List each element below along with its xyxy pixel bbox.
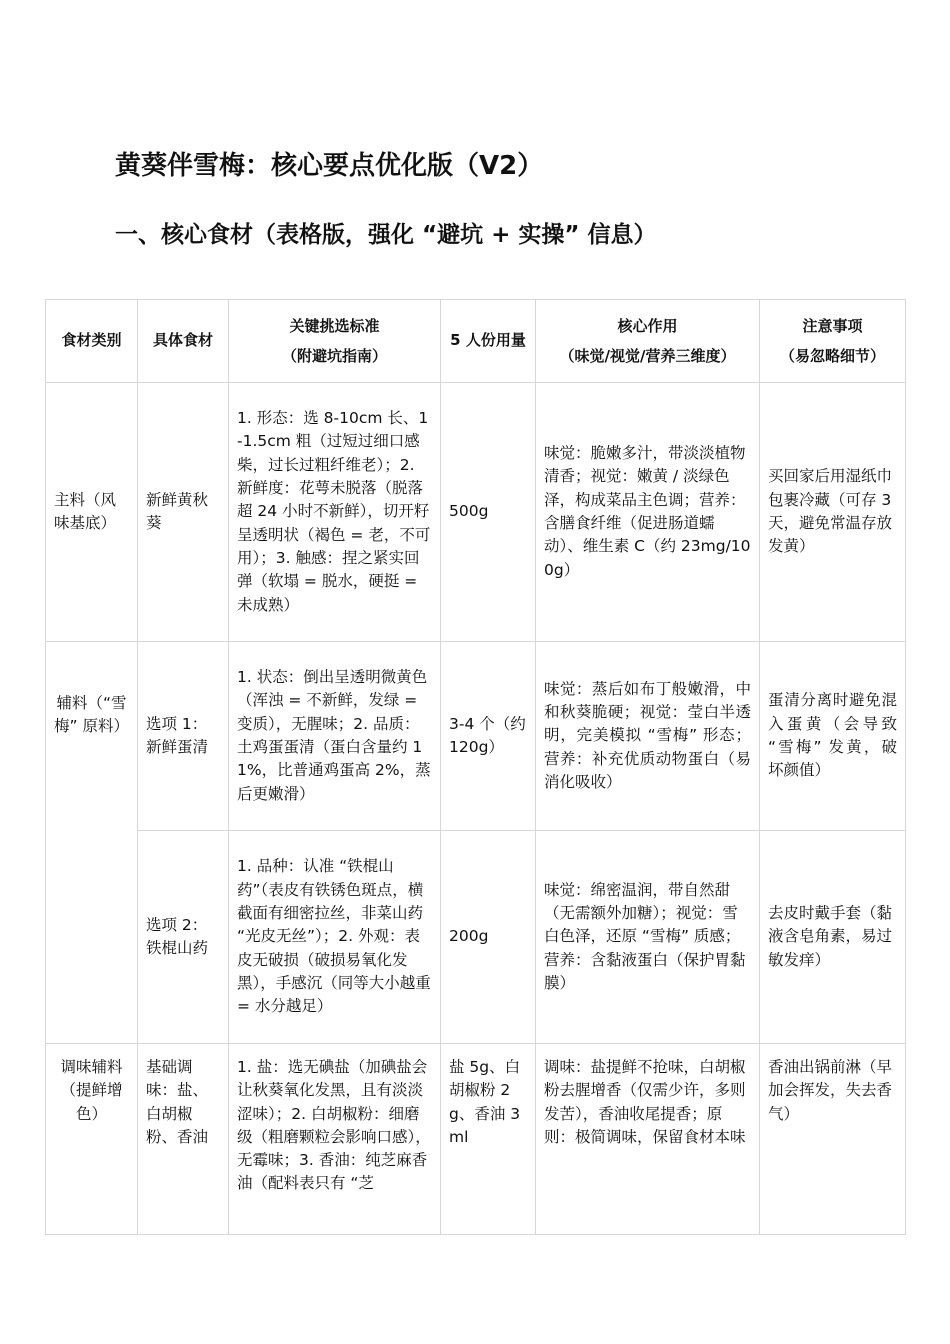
header-amount-label: 5 人份用量 [450, 331, 526, 350]
role-cell: 味觉：绵密温润，带自然甜（无需额外加糖）；视觉：雪白色泽，还原 “雪梅” 质感；营养：含黏液蛋白（保护胃黏膜） [536, 831, 760, 1044]
header-selection-sublabel: （附避坑指南） [281, 347, 387, 365]
amount-cell: 200g [441, 831, 536, 1044]
table-row [46, 383, 906, 642]
header-notes-label: 注意事项 [802, 317, 863, 335]
ingredient-cell: 选项 2：铁棍山药 [138, 831, 229, 1044]
category-cell: 辅料（“雪梅” 原料） [46, 642, 138, 1044]
table-row [46, 1044, 906, 1235]
category-cell: 主料（风味基底） [46, 383, 138, 642]
table-row [46, 831, 906, 1044]
role-cell: 味觉：脆嫩多汁，带淡淡植物清香；视觉：嫩黄 / 淡绿色泽，构成菜品主色调；营养：含膳食纤维（促进肠道蠕动）、维生素 C（约 23mg/100g） [536, 383, 760, 642]
notes-cell: 买回家后用湿纸巾包裹冷藏（可存 3 天，避免常温存放发黄） [760, 383, 906, 642]
ingredient-cell: 新鲜黄秋葵 [138, 383, 229, 642]
section-heading: 一、核心食材（表格版，强化 “避坑 + 实操” 信息） [115, 222, 657, 248]
header-role [536, 300, 760, 383]
header-amount [441, 300, 536, 383]
amount-cell: 500g [441, 383, 536, 642]
amount-cell: 盐 5g、白胡椒粉 2g、香油 3ml [441, 1044, 536, 1235]
ingredients-table [45, 299, 906, 1235]
header-role-sublabel: （味觉/视觉/营养三维度） [559, 347, 736, 365]
header-notes [760, 300, 906, 383]
selection-text: 1. 盐：选无碘盐（加碘盐会让秋葵氧化发黑，且有淡淡涩味）；2. 白胡椒粉：细磨级（粗磨颗粒会影响口感），无霉味；3. 香油：纯芝麻香油（配料表只有 “芝 [237, 1058, 431, 1193]
page-title: 黄葵伴雪梅：核心要点优化版（V2） [115, 151, 544, 181]
header-category-label: 食材类别 [61, 331, 122, 350]
selection-cell: 1. 形态：选 8-10cm 长、1-1.5cm 粗（过短过细口感柴，过长过粗纤维老）；2. 新鲜度：花萼未脱落（脱落超 24 小时不新鲜），切开籽呈透明状（褐色 = 老，不可用）；3. 触感：捏之紧实回弹（软塌 = 脱水，硬挺 = 未成熟） [229, 383, 441, 642]
header-ingredient-label: 具体食材 [152, 331, 213, 350]
header-notes-sublabel: （易忽略细节） [779, 347, 885, 365]
header-selection-label: 关键挑选标准 [289, 317, 380, 335]
notes-cell: 香油出锅前淋（早加会挥发，失去香气） [760, 1044, 906, 1235]
category-cell: 调味辅料（提鲜增色） [46, 1044, 138, 1235]
amount-cell: 3-4 个（约 120g） [441, 642, 536, 831]
notes-cell: 去皮时戴手套（黏液含皂角素，易过敏发痒） [760, 831, 906, 1044]
ingredient-cell: 选项 1：新鲜蛋清 [138, 642, 229, 831]
table-row [46, 642, 906, 831]
table-header-row [46, 300, 906, 383]
role-cell: 调味：盐提鲜不抢味，白胡椒粉去腥增香（仅需少许，多则发苦），香油收尾提香；原则：极简调味，保留食材本味 [536, 1044, 760, 1235]
selection-cell: 1. 品种：认准 “铁棍山药”（表皮有铁锈色斑点，横截面有细密拉丝，非菜山药 “光皮无丝”）；2. 外观：表皮无破损（破损易氧化发黑），手感沉（同等大小越重 = 水分越足） [229, 831, 441, 1044]
header-ingredient [138, 300, 229, 383]
role-cell: 味觉：蒸后如布丁般嫩滑，中和秋葵脆硬；视觉：莹白半透明，完美模拟 “雪梅” 形态；营养：补充优质动物蛋白（易消化吸收） [536, 642, 760, 831]
header-role-label: 核心作用 [617, 317, 678, 335]
selection-cell: 1. 状态：倒出呈透明微黄色（浑浊 = 不新鲜，发绿 = 变质），无腥味；2. 品质：土鸡蛋蛋清（蛋白含量约 11%，比普通鸡蛋高 2%，蒸后更嫩滑） [229, 642, 441, 831]
selection-cell [229, 1044, 441, 1235]
notes-cell: 蛋清分离时避免混入蛋黄（会导致 “雪梅” 发黄，破坏颜值） [760, 642, 906, 831]
header-selection [229, 300, 441, 383]
ingredient-cell: 基础调味：盐、白胡椒粉、香油 [138, 1044, 229, 1235]
header-category [46, 300, 138, 383]
